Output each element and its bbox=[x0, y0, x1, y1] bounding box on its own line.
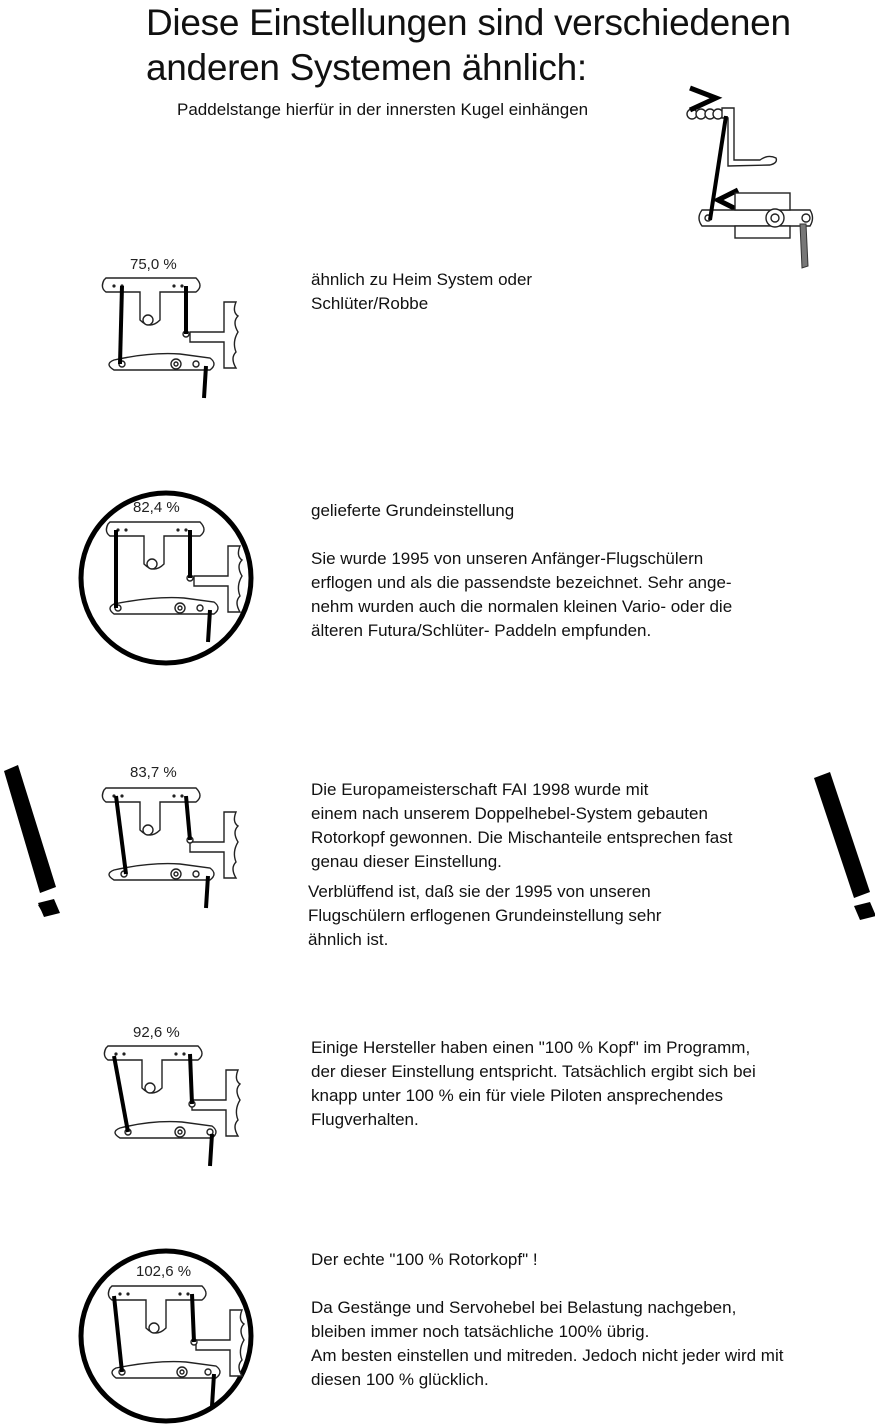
text-line: Da Gestänge und Servohebel bei Belastung nachgeben, bbox=[311, 1298, 737, 1317]
text-line: einem nach unserem Doppelhebel-System gebauten bbox=[311, 804, 708, 823]
text-line: bleiben immer noch tatsächliche 100% übrig. bbox=[311, 1322, 650, 1341]
text-line: erflogen und als die passendste bezeichnet. Sehr ange- bbox=[311, 573, 732, 592]
page-title bbox=[146, 0, 866, 90]
setting-percent: 102,6 % bbox=[136, 1263, 192, 1280]
text-line: Flugverhalten. bbox=[311, 1110, 419, 1129]
text-line: ähnlich ist. bbox=[308, 930, 389, 949]
setting-note bbox=[308, 880, 868, 952]
setting-percent: 92,6 % bbox=[133, 1024, 180, 1041]
text-line: Rotorkopf gewonnen. Die Mischanteile entsprechen fast bbox=[311, 828, 733, 847]
text-line: Der echte "100 % Rotorkopf" ! bbox=[311, 1250, 538, 1269]
setting-description bbox=[311, 1036, 871, 1132]
setting-description bbox=[311, 1248, 871, 1392]
setting-description bbox=[311, 778, 871, 874]
text-line: Die Europameisterschaft FAI 1998 wurde mit bbox=[311, 780, 649, 799]
mixer-lever-diagram bbox=[102, 1040, 252, 1180]
text-line: nehm wurden auch die normalen kleinen Vario- oder die bbox=[311, 597, 733, 616]
text-line: Sie wurde 1995 von unseren Anfänger-Flugschülern bbox=[311, 549, 704, 568]
subtitle: Paddelstange hierfür in der innersten Kugel einhängen bbox=[177, 100, 589, 119]
text-line: Schlüter/Robbe bbox=[311, 294, 429, 313]
text-line: Verblüffend ist, daß sie der 1995 von unseren bbox=[308, 882, 651, 901]
text-line: Am besten einstellen und mitreden. Jedoch nicht jeder wird mit bbox=[311, 1346, 784, 1365]
text-line: älteren Futura/Schlüter- Paddeln empfunden. bbox=[311, 621, 652, 640]
text-line: ähnlich zu Heim System oder bbox=[311, 270, 533, 289]
text-line: gelieferte Grundeinstellung bbox=[311, 501, 515, 520]
setting-description bbox=[311, 499, 871, 643]
mixer-lever-diagram bbox=[100, 782, 250, 922]
mixer-lever-diagram bbox=[104, 516, 254, 656]
text-line: der dieser Einstellung entspricht. Tatsächlich ergibt sich bei bbox=[311, 1062, 756, 1081]
title-line-2: anderen Systemen ähnlich: bbox=[146, 47, 587, 88]
setting-description bbox=[311, 268, 871, 316]
text-line: Einige Hersteller haben einen "100 % Kopf" im Programm, bbox=[311, 1038, 751, 1057]
text-line: genau dieser Einstellung. bbox=[311, 852, 502, 871]
mixer-lever-diagram bbox=[106, 1280, 256, 1420]
setting-percent: 83,7 % bbox=[130, 764, 177, 781]
text-line: Flugschülern erflogenen Grundeinstellung sehr bbox=[308, 906, 662, 925]
setting-percent: 75,0 % bbox=[130, 256, 177, 273]
text-line: knapp unter 100 % ein für viele Piloten ansprechendes bbox=[311, 1086, 724, 1105]
text-line: diesen 100 % glücklich. bbox=[311, 1370, 489, 1389]
exclamation-mark-icon bbox=[0, 765, 80, 925]
title-line-1: Diese Einstellungen sind verschiedenen bbox=[146, 2, 791, 43]
setting-percent: 82,4 % bbox=[133, 499, 180, 516]
mixer-lever-diagram bbox=[100, 272, 250, 412]
